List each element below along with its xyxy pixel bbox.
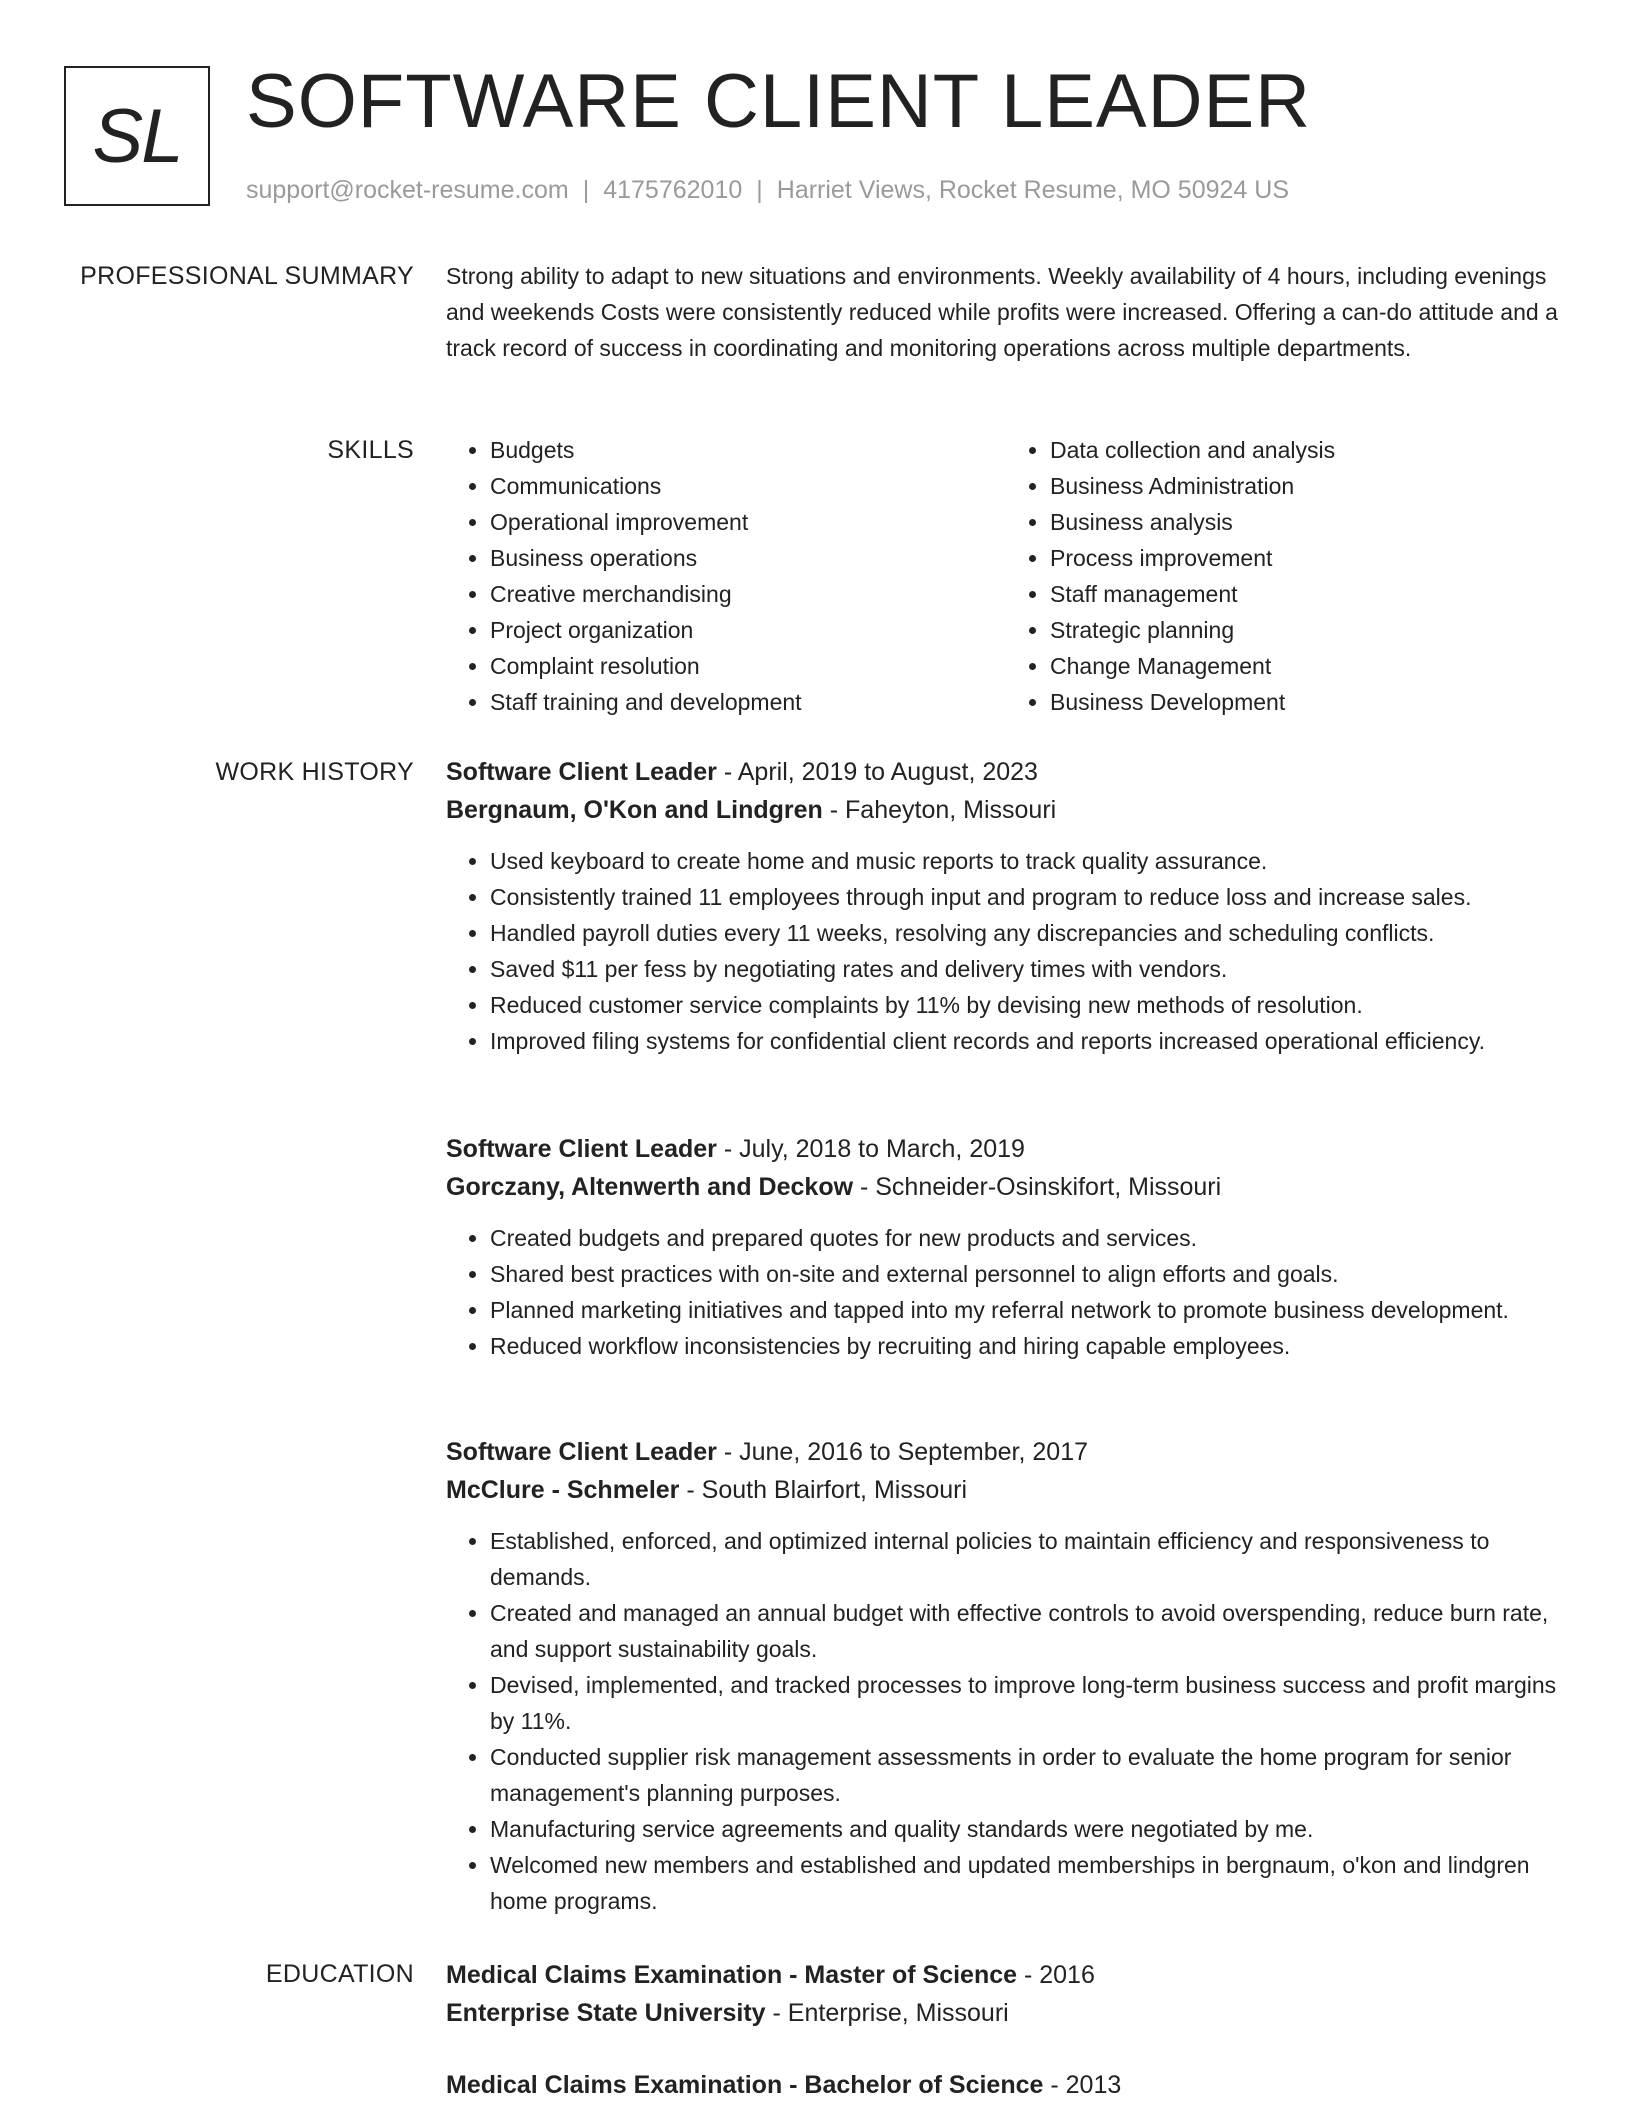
job-bullets bbox=[446, 843, 1566, 1059]
job-company-line bbox=[446, 1168, 1566, 1206]
job-bullet: • Consistently trained 11 employees through input and program to reduce loss and increase sales. bbox=[490, 879, 1566, 915]
job-company: Bergnaum, O'Kon and Lindgren bbox=[446, 796, 823, 824]
education-degree-line bbox=[446, 2066, 1566, 2104]
education-school: Enterprise State University bbox=[446, 1999, 766, 2027]
job-title: Software Client Leader bbox=[446, 1135, 717, 1163]
skill-item: • Business operations bbox=[490, 540, 1006, 576]
skill-item: • Complaint resolution bbox=[490, 648, 1006, 684]
contact-address: Harriet Views, Rocket Resume, MO 50924 US bbox=[776, 176, 1289, 204]
skills-body bbox=[446, 432, 1566, 720]
monogram-initials: SL bbox=[92, 93, 182, 179]
job-body bbox=[446, 753, 1566, 1059]
job-bullet: • Created and managed an annual budget with effective controls to avoid overspending, reduce burn rate, and support sustainability goals. bbox=[490, 1595, 1566, 1667]
contact-separator: | bbox=[582, 176, 590, 204]
job-title: Software Client Leader bbox=[446, 758, 717, 786]
job-bullet: • Shared best practices with on-site and external personnel to align efforts and goals. bbox=[490, 1256, 1566, 1292]
job-bullet: • Handled payroll duties every 11 weeks, resolving any discrepancies and scheduling conflicts. bbox=[490, 915, 1566, 951]
contact-line bbox=[246, 174, 1289, 206]
education-location: - Enterprise, Missouri bbox=[765, 1999, 1009, 2027]
job-bullet: • Established, enforced, and optimized internal policies to maintain efficiency and responsiveness to demands. bbox=[490, 1523, 1566, 1595]
job-bullets bbox=[446, 1523, 1566, 1919]
skill-item: • Process improvement bbox=[1050, 540, 1566, 576]
skills-list-right bbox=[1006, 432, 1566, 720]
education-degree: Medical Claims Examination - Master of Science bbox=[446, 1961, 1018, 1989]
section-heading-skills: SKILLS bbox=[327, 436, 414, 464]
skill-item: • Staff training and development bbox=[490, 684, 1006, 720]
contact-separator: | bbox=[756, 176, 763, 204]
skill-item: • Data collection and analysis bbox=[1050, 432, 1566, 468]
job-body bbox=[446, 1130, 1566, 1364]
section-heading-summary: PROFESSIONAL SUMMARY bbox=[80, 262, 414, 290]
job-bullet: • Planned marketing initiatives and tapped into my referral network to promote business development. bbox=[490, 1292, 1566, 1328]
education-degree-line bbox=[446, 1956, 1566, 1994]
resume-name: SOFTWARE CLIENT LEADER bbox=[246, 59, 1312, 144]
job-location: - Schneider-Osinskifort, Missouri bbox=[853, 1173, 1222, 1201]
education-body bbox=[446, 2066, 1566, 2104]
monogram-badge bbox=[64, 66, 210, 206]
summary-text: Strong ability to adapt to new situations and environments. Weekly availability of 4 hours, including evenings and weekends Costs were consistently reduced while profits were increased. Offering a can-do attitude and a track record of success in coordinating and monitoring operations across multiple departments. bbox=[446, 263, 1558, 361]
contact-email[interactable]: support@rocket-resume.com bbox=[246, 176, 569, 204]
job-company-line bbox=[446, 1471, 1566, 1509]
job-bullet: • Improved filing systems for confidential client records and reports increased operational efficiency. bbox=[490, 1023, 1566, 1059]
job-dates: - April, 2019 to August, 2023 bbox=[716, 758, 1038, 786]
job-company: McClure - Schmeler bbox=[446, 1476, 680, 1504]
skills-columns bbox=[446, 432, 1566, 720]
education-degree: Medical Claims Examination - Bachelor of Science bbox=[446, 2071, 1044, 2099]
job-bullet: • Reduced customer service complaints by 11% by devising new methods of resolution. bbox=[490, 987, 1566, 1023]
education-year: - 2016 bbox=[1017, 1961, 1095, 1989]
section-heading-work-history: WORK HISTORY bbox=[215, 758, 414, 786]
skill-item: • Staff management bbox=[1050, 576, 1566, 612]
skill-item: • Business Development bbox=[1050, 684, 1566, 720]
job-bullet: • Reduced workflow inconsistencies by recruiting and hiring capable employees. bbox=[490, 1328, 1566, 1364]
job-bullet: • Manufacturing service agreements and quality standards were negotiated by me. bbox=[490, 1811, 1566, 1847]
skill-item: • Operational improvement bbox=[490, 504, 1006, 540]
job-title-line bbox=[446, 753, 1566, 791]
job-body bbox=[446, 1433, 1566, 1919]
education-body bbox=[446, 1956, 1566, 2032]
job-title: Software Client Leader bbox=[446, 1438, 717, 1466]
skill-item: • Project organization bbox=[490, 612, 1006, 648]
job-location: - Faheyton, Missouri bbox=[822, 796, 1057, 824]
skill-item: • Business analysis bbox=[1050, 504, 1566, 540]
section-heading-education: EDUCATION bbox=[265, 1960, 414, 1988]
contact-phone[interactable]: 4175762010 bbox=[603, 176, 743, 204]
skill-item: • Budgets bbox=[490, 432, 1006, 468]
skill-item: • Creative merchandising bbox=[490, 576, 1006, 612]
education-school-line bbox=[446, 1994, 1566, 2032]
skill-item: • Business Administration bbox=[1050, 468, 1566, 504]
job-bullets bbox=[446, 1220, 1566, 1364]
job-bullet: • Conducted supplier risk management assessments in order to evaluate the home program for senior management's planning purposes. bbox=[490, 1739, 1566, 1811]
education-year: - 2013 bbox=[1043, 2071, 1122, 2099]
job-dates: - June, 2016 to September, 2017 bbox=[716, 1438, 1088, 1466]
summary-body bbox=[446, 258, 1566, 366]
skill-item: • Strategic planning bbox=[1050, 612, 1566, 648]
job-location: - South Blairfort, Missouri bbox=[679, 1476, 968, 1504]
job-bullet: • Saved $11 per fess by negotiating rates and delivery times with vendors. bbox=[490, 951, 1566, 987]
job-bullet: • Welcomed new members and established and updated memberships in bergnaum, o'kon and lindgren home programs. bbox=[490, 1847, 1566, 1919]
job-company-line bbox=[446, 791, 1566, 829]
job-company: Gorczany, Altenwerth and Deckow bbox=[446, 1173, 854, 1201]
job-dates: - July, 2018 to March, 2019 bbox=[716, 1135, 1025, 1163]
job-bullet: • Used keyboard to create home and music reports to track quality assurance. bbox=[490, 843, 1566, 879]
job-title-line bbox=[446, 1130, 1566, 1168]
skill-item: • Communications bbox=[490, 468, 1006, 504]
skill-item: • Change Management bbox=[1050, 648, 1566, 684]
job-bullet: • Devised, implemented, and tracked processes to improve long-term business success and profit margins by 11%. bbox=[490, 1667, 1566, 1739]
job-bullet: • Created budgets and prepared quotes for new products and services. bbox=[490, 1220, 1566, 1256]
job-title-line bbox=[446, 1433, 1566, 1471]
skills-list-left bbox=[446, 432, 1006, 720]
